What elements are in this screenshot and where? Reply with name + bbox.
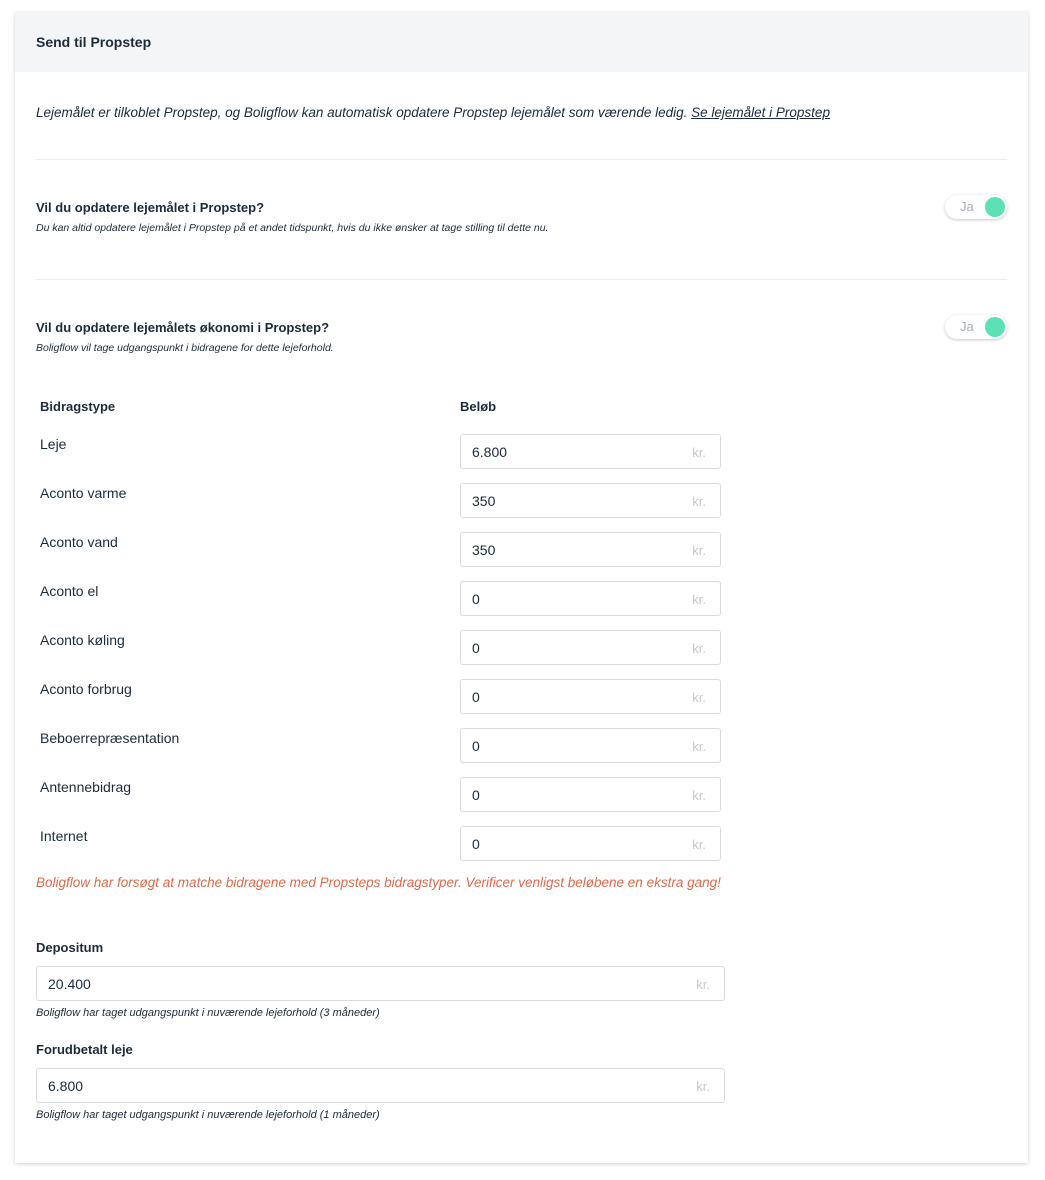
prepaid-rent-label: Forudbetalt leje: [36, 1042, 133, 1057]
amount-value: 0: [472, 640, 480, 656]
propstep-card: [15, 12, 1028, 1163]
amount-value: 0: [472, 738, 480, 754]
amount-input-antennebidrag[interactable]: [460, 777, 721, 812]
match-warning: Boligflow har forsøgt at matche bidragene med Propsteps bidragstyper. Verificer venligst beløbene en ekstra gang!: [36, 875, 721, 890]
column-header-type: Bidragstype: [40, 399, 116, 414]
row-label-leje: Leje: [40, 436, 67, 452]
row-label-aconto-vand: Aconto vand: [40, 534, 118, 550]
toggle-knob: [985, 317, 1005, 337]
update-economy-toggle[interactable]: [945, 315, 1007, 339]
amount-value: 0: [472, 689, 480, 705]
divider: [36, 279, 1007, 280]
intro-message: Lejemålet er tilkoblet Propstep, og Boligflow kan automatisk opdatere Propstep lejemålet som værende ledig.: [36, 105, 688, 120]
amount-input-beboerrepraesentation[interactable]: [460, 728, 721, 763]
currency-suffix: kr.: [692, 641, 706, 656]
update-lease-description: Du kan altid opdatere lejemålet i Propstep på et andet tidspunkt, hvis du ikke ønsker at tage stilling til dette nu.: [36, 222, 549, 234]
row-label-aconto-varme: Aconto varme: [40, 485, 127, 501]
divider: [36, 159, 1007, 160]
toggle-knob: [985, 197, 1005, 217]
row-label-aconto-forbrug: Aconto forbrug: [40, 681, 132, 697]
currency-suffix: kr.: [692, 837, 706, 852]
intro-text: [36, 105, 830, 120]
update-lease-toggle[interactable]: [945, 195, 1007, 219]
currency-suffix: kr.: [692, 445, 706, 460]
row-label-internet: Internet: [40, 828, 88, 844]
currency-suffix: kr.: [692, 592, 706, 607]
row-label-beboerrepraesentation: Beboerrepræsentation: [40, 730, 180, 746]
currency-suffix: kr.: [692, 690, 706, 705]
deposit-input[interactable]: [36, 966, 725, 1001]
amount-input-aconto-koling[interactable]: [460, 630, 721, 665]
prepaid-rent-hint: Boligflow har taget udgangspunkt i nuværende lejeforhold (1 måneder): [36, 1109, 380, 1121]
currency-suffix: kr.: [692, 494, 706, 509]
currency-suffix: kr.: [692, 739, 706, 754]
amount-input-aconto-varme[interactable]: [460, 483, 721, 518]
row-label-antennebidrag: Antennebidrag: [40, 779, 132, 795]
amount-input-aconto-vand[interactable]: [460, 532, 721, 567]
amount-value: 350: [472, 542, 496, 558]
amount-value: 350: [472, 493, 496, 509]
amount-value: 0: [472, 836, 480, 852]
prepaid-rent-input[interactable]: [36, 1068, 725, 1103]
currency-suffix: kr.: [696, 977, 710, 992]
card-header: [15, 12, 1028, 72]
currency-suffix: kr.: [692, 543, 706, 558]
deposit-value: 20.400: [48, 976, 91, 992]
amount-input-aconto-el[interactable]: [460, 581, 721, 616]
toggle-label: Ja: [960, 199, 974, 214]
amount-input-leje[interactable]: [460, 434, 721, 469]
currency-suffix: kr.: [692, 788, 706, 803]
update-economy-question: Vil du opdatere lejemålets økonomi i Propstep?: [36, 320, 330, 335]
update-economy-description: Boligflow vil tage udgangspunkt i bidragene for dette lejeforhold.: [36, 342, 334, 354]
deposit-label: Depositum: [36, 940, 104, 955]
column-header-amount: Beløb: [460, 399, 497, 414]
toggle-label: Ja: [960, 319, 974, 334]
currency-suffix: kr.: [696, 1079, 710, 1094]
amount-value: 6.800: [472, 444, 508, 460]
amount-input-internet[interactable]: [460, 826, 721, 861]
prepaid-rent-value: 6.800: [48, 1078, 84, 1094]
propstep-link[interactable]: Se lejemålet i Propstep: [691, 105, 830, 120]
deposit-hint: Boligflow har taget udgangspunkt i nuværende lejeforhold (3 måneder): [36, 1007, 380, 1019]
row-label-aconto-el: Aconto el: [40, 583, 99, 599]
amount-value: 0: [472, 787, 480, 803]
amount-value: 0: [472, 591, 480, 607]
row-label-aconto-koling: Aconto køling: [40, 632, 125, 648]
update-lease-question: Vil du opdatere lejemålet i Propstep?: [36, 200, 265, 215]
amount-input-aconto-forbrug[interactable]: [460, 679, 721, 714]
card-title: Send til Propstep: [36, 34, 152, 50]
